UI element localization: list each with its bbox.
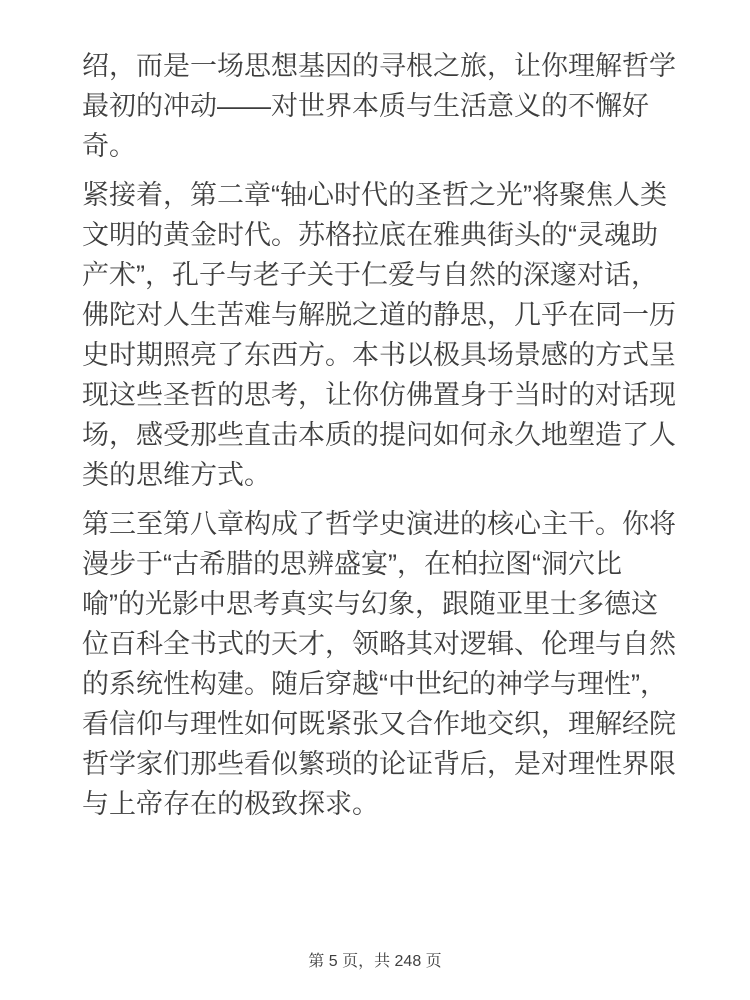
body-paragraph: 紧接着，第二章“轴心时代的圣哲之光”将聚焦人类文明的黄金时代。苏格拉底在雅典街头的“灵魂助产术”，孔子与老子关于仁爱与自然的深邃对话，佛陀对人生苦难与解脱之道的静思，几乎在同一历史时期照亮了东西方。本书以极具场景感的方式呈现这些圣哲的思考，让你仿佛置身于当时的对话现场，感受那些直击本质的提问如何永久地塑造了人类的思维方式。 <box>82 180 676 490</box>
body-paragraph: 绍，而是一场思想基因的寻根之旅，让你理解哲学最初的冲动——对世界本质与生活意义的不懈好奇。 <box>82 51 676 161</box>
page-indicator: 第 5 页，共 248 页 <box>308 953 442 970</box>
body-paragraph: 第三至第八章构成了哲学史演进的核心主干。你将漫步于“古希腊的思辨盛宴”，在柏拉图“洞穴比喻”的光影中思考真实与幻象，跟随亚里士多德这位百科全书式的天才，领略其对逻辑、伦理与自然的系统性构建。随后穿越“中世纪的神学与理性”，看信仰与理性如何既紧张又合作地交织，理解经院哲学家们那些看似繁琐的论证背后，是对理性界限与上帝存在的极致探求。 <box>82 509 676 819</box>
page-footer <box>0 954 750 970</box>
